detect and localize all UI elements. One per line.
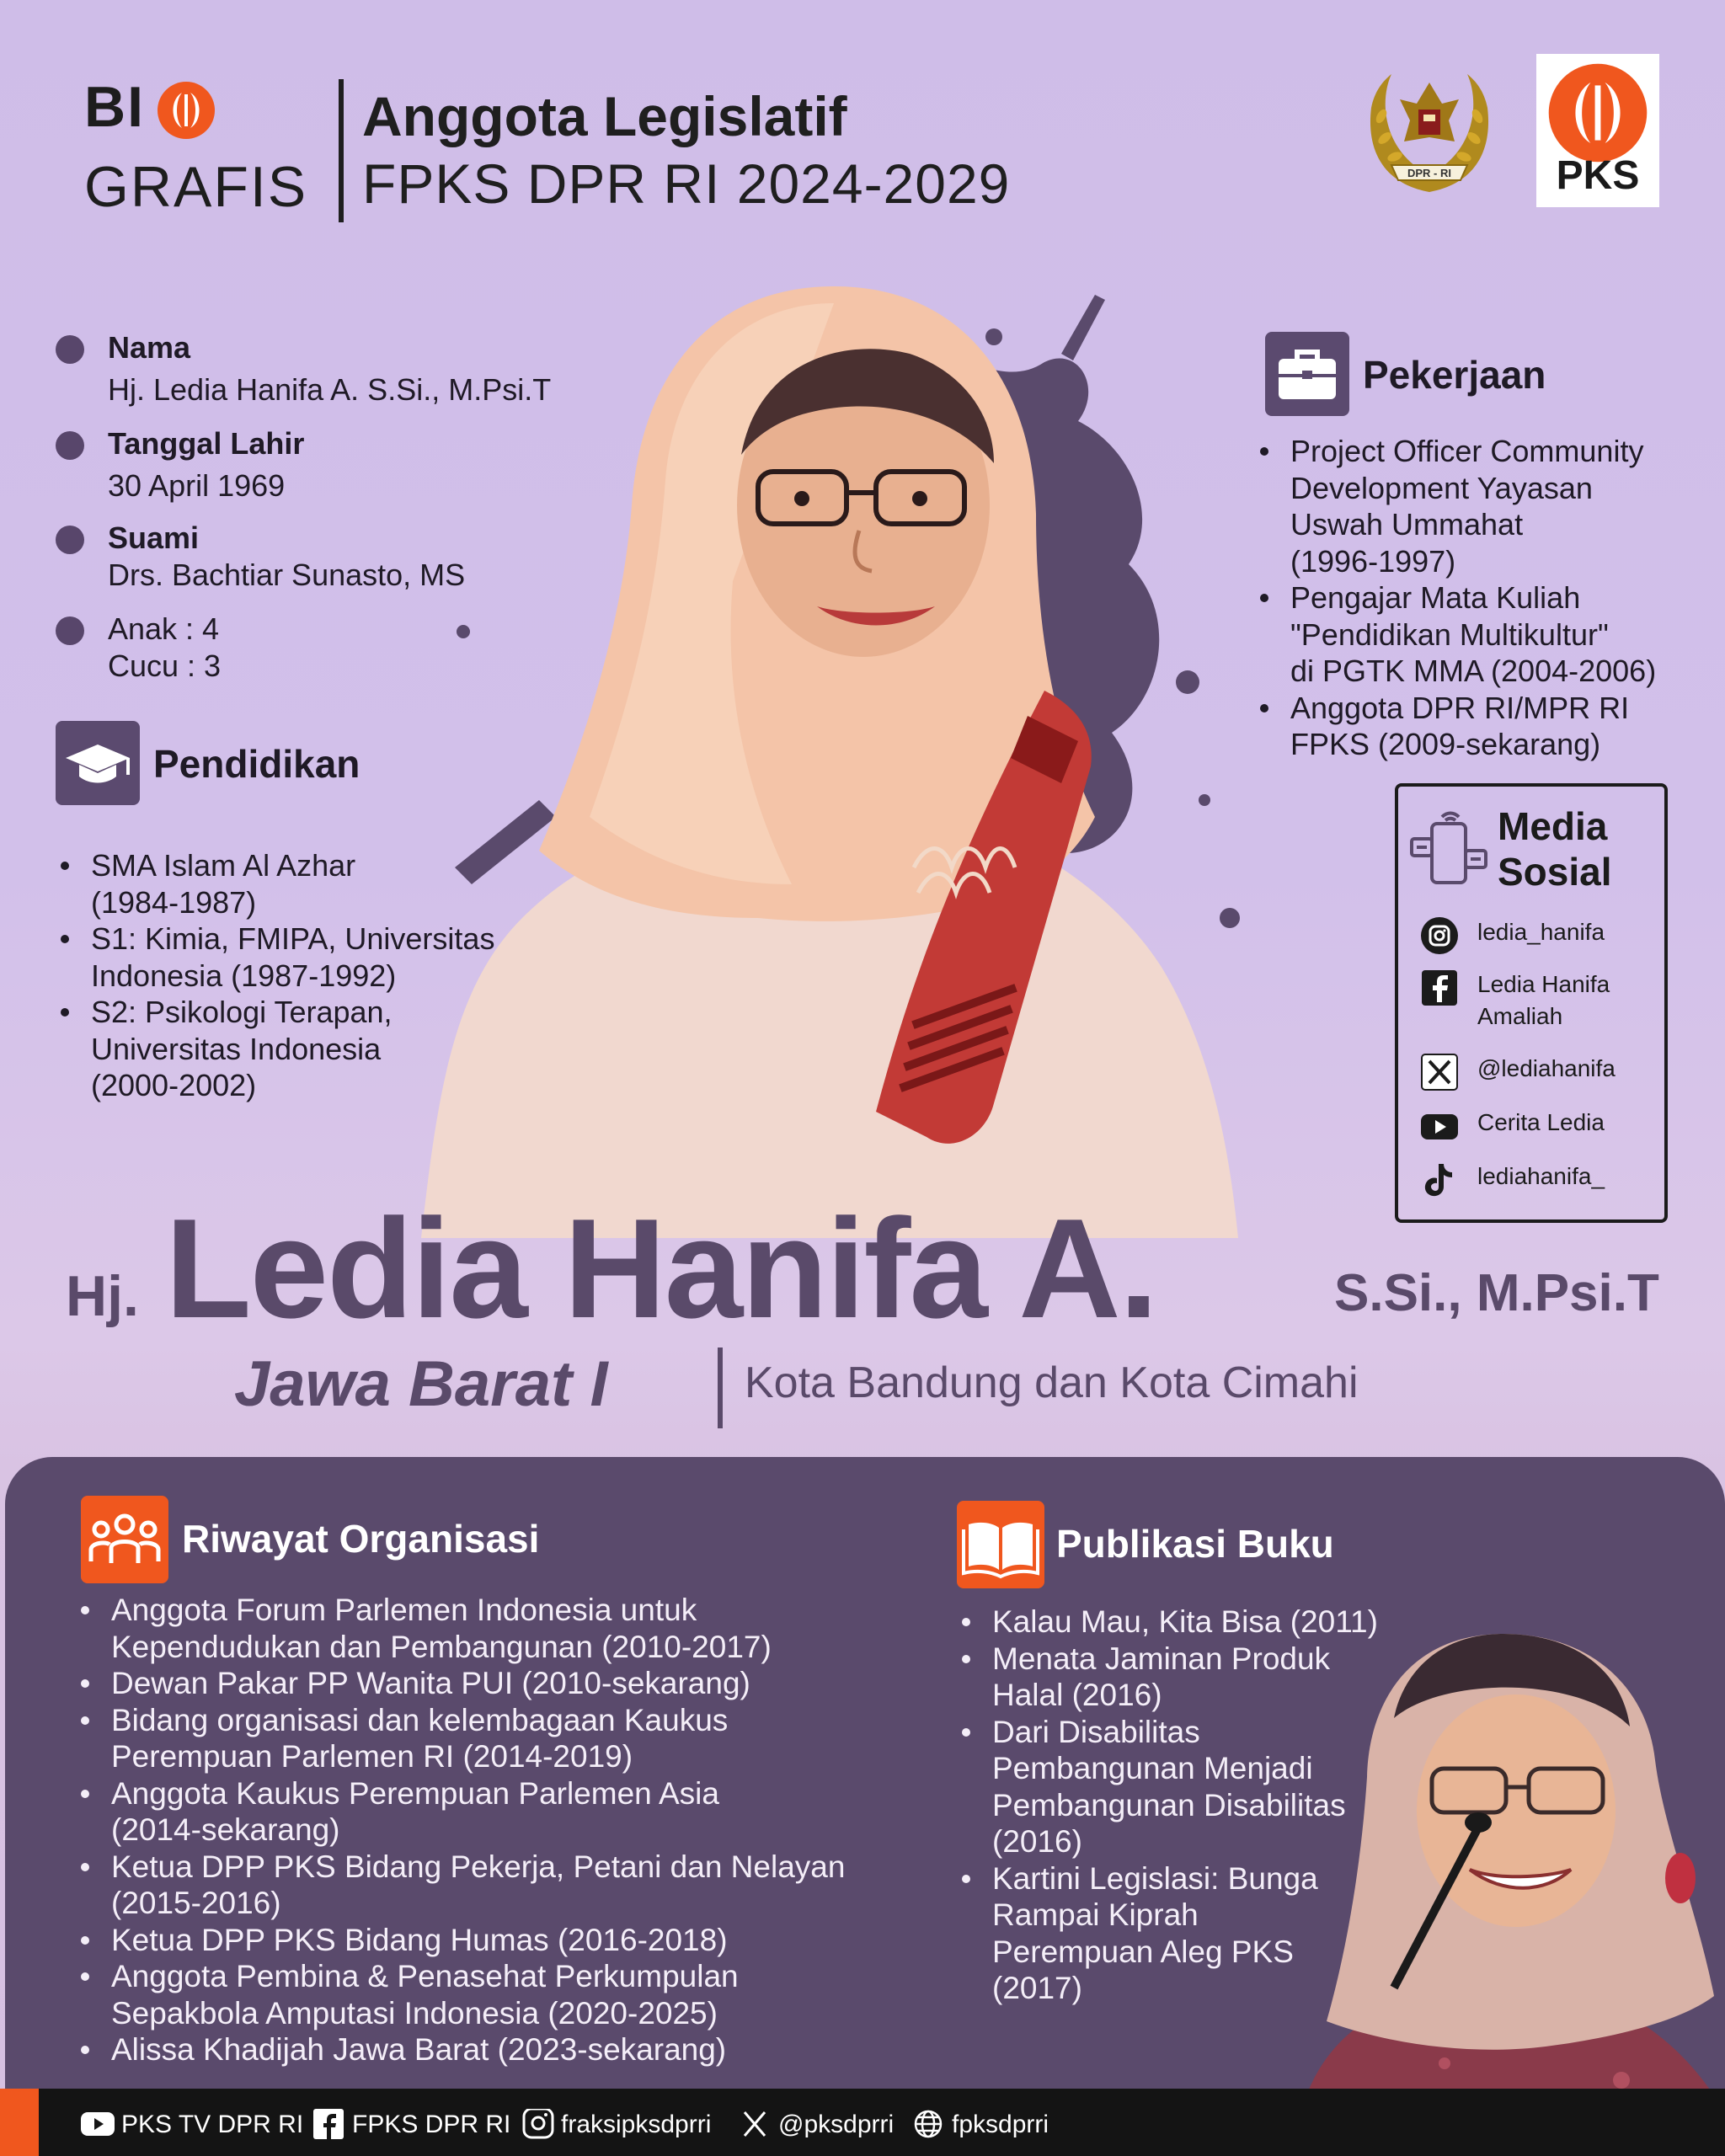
info-bullet — [56, 616, 84, 645]
briefcase-icon — [1265, 332, 1349, 416]
list-item: S2: Psikologi Terapan, Universitas Indonesia (2000-2002) — [56, 994, 578, 1104]
x-handle: @lediahanifa — [1477, 1055, 1616, 1081]
list-item: Alissa Khadijah Jawa Barat (2023-sekarang) — [76, 2031, 927, 2068]
list-item: Menata Jaminan Produk Halal (2016) — [957, 1641, 1395, 1714]
graduation-cap-icon — [56, 721, 140, 805]
media-sosial-title: Media Sosial — [1498, 804, 1612, 894]
header-title: Anggota Legislatif — [362, 85, 847, 147]
riwayat-title: Riwayat Organisasi — [182, 1517, 540, 1561]
biografis-logo — [84, 74, 337, 217]
social-media-icon — [1407, 807, 1491, 891]
youtube-icon — [81, 2109, 115, 2139]
publikasi-section-icon — [957, 1501, 1044, 1588]
list-item: Anggota Kaukus Perempuan Parlemen Asia (2014-sekarang) — [76, 1775, 927, 1849]
footer-facebook-text: FPKS DPR RI — [352, 2111, 511, 2138]
publikasi-title: Publikasi Buku — [1056, 1522, 1334, 1566]
nama-value: Hj. Ledia Hanifa A. S.Si., M.Psi.T — [108, 372, 552, 407]
list-item: Ketua DPP PKS Bidang Humas (2016-2018) — [76, 1922, 927, 1959]
facebook-name: Ledia Hanifa Amaliah — [1477, 971, 1610, 1029]
list-item: Kartini Legislasi: Bunga Rampai Kiprah Perempuan Aleg PKS (2017) — [957, 1860, 1395, 2007]
suami-label: Suami — [108, 520, 200, 555]
header-subtitle: FPKS DPR RI 2024-2029 — [362, 152, 1011, 215]
pks-logo-text: PKS — [1556, 153, 1640, 198]
tiktok-icon — [1420, 1161, 1459, 1199]
footer-x-text: @pksdprri — [778, 2111, 895, 2138]
instagram-handle: ledia_hanifa — [1477, 919, 1605, 945]
list-item: Ketua DPP PKS Bidang Pekerja, Petani dan Nelayan (2015-2016) — [76, 1849, 927, 1922]
list-item: Anggota Forum Parlemen Indonesia untuk Kependudukan dan Pembangunan (2010-2017) — [76, 1592, 927, 1665]
electoral-cities: Kota Bandung dan Kota Cimahi — [745, 1358, 1359, 1407]
region-divider — [718, 1348, 723, 1428]
pks-logo — [1536, 54, 1659, 207]
people-group-icon — [81, 1496, 168, 1583]
info-bullet — [56, 431, 84, 460]
tanggal-lahir-value: 30 April 1969 — [108, 468, 286, 503]
footer-youtube-text: PKS TV DPR RI — [121, 2111, 304, 2138]
page-title: Ledia Hanifa A. — [165, 1189, 1157, 1348]
list-item: S1: Kimia, FMIPA, Universitas Indonesia (1987-1992) — [56, 921, 578, 994]
pendidikan-list — [56, 847, 578, 1104]
nama-label: Nama — [108, 330, 191, 365]
pekerjaan-section-icon — [1265, 332, 1349, 416]
list-item: Kalau Mau, Kita Bisa (2011) — [957, 1604, 1395, 1641]
pks-emblem-icon — [157, 81, 216, 140]
tanggal-lahir-label: Tanggal Lahir — [108, 426, 305, 461]
header-divider — [339, 79, 344, 222]
info-bullet — [56, 335, 84, 364]
riwayat-section-icon — [81, 1496, 168, 1583]
facebook-icon — [1420, 969, 1459, 1007]
bio-word: BI — [84, 75, 145, 139]
pendidikan-title: Pendidikan — [153, 742, 360, 786]
list-item: Project Officer Community Development Yayasan Uswah Ummahat (1996-1997) — [1255, 433, 1710, 579]
youtube-channel: Cerita Ledia — [1477, 1109, 1605, 1135]
grafis-word: GRAFIS — [84, 155, 308, 219]
globe-icon — [911, 2109, 945, 2139]
speaking-photo — [1226, 1625, 1725, 2156]
name-prefix: Hj. — [66, 1264, 139, 1328]
pks-logo-emblem-icon — [1547, 62, 1648, 163]
anak-value: Anak : 4 — [108, 611, 220, 646]
electoral-region: Jawa Barat I — [234, 1348, 608, 1420]
x-twitter-icon — [738, 2109, 772, 2139]
footer-web-text: fpksdprri — [952, 2111, 1049, 2138]
instagram-icon — [521, 2109, 554, 2139]
dpr-ri-emblem-icon — [1358, 57, 1501, 200]
riwayat-list — [76, 1592, 927, 2068]
instagram-icon — [1420, 916, 1459, 955]
pekerjaan-title: Pekerjaan — [1363, 353, 1546, 397]
x-twitter-icon — [1420, 1053, 1459, 1091]
info-bullet — [56, 526, 84, 554]
facebook-icon — [312, 2109, 345, 2139]
list-item: Dari Disabilitas Pembangunan Menjadi Pembangunan Disabilitas (2016) — [957, 1714, 1395, 1860]
tiktok-handle: lediahanifa_ — [1477, 1163, 1605, 1189]
name-degree: S.Si., M.Psi.T — [1334, 1264, 1659, 1322]
media-sosial-box — [1395, 783, 1668, 1223]
open-book-icon — [957, 1501, 1044, 1588]
list-item: Dewan Pakar PP Wanita PUI (2010-sekarang) — [76, 1665, 927, 1702]
list-item: Pengajar Mata Kuliah "Pendidikan Multikultur" di PGTK MMA (2004-2006) — [1255, 579, 1710, 690]
dpr-logo-text: DPR - RI — [1407, 167, 1451, 179]
youtube-icon — [1420, 1107, 1459, 1145]
cucu-value: Cucu : 3 — [108, 648, 222, 683]
list-item: Anggota Pembina & Penasehat Perkumpulan Sepakbola Amputasi Indonesia (2020-2025) — [76, 1958, 927, 2031]
footer-bar — [0, 2089, 1725, 2156]
list-item: SMA Islam Al Azhar (1984-1987) — [56, 847, 578, 921]
footer-accent — [0, 2089, 39, 2156]
pendidikan-section-icon — [56, 721, 140, 805]
list-item: Anggota DPR RI/MPR RI FPKS (2009-sekarang) — [1255, 690, 1710, 763]
pekerjaan-list — [1255, 433, 1710, 763]
footer-instagram-text: fraksipksdprri — [561, 2111, 712, 2138]
suami-value: Drs. Bachtiar Sunasto, MS — [108, 558, 466, 592]
list-item: Bidang organisasi dan kelembagaan Kaukus Perempuan Parlemen RI (2014-2019) — [76, 1702, 927, 1775]
